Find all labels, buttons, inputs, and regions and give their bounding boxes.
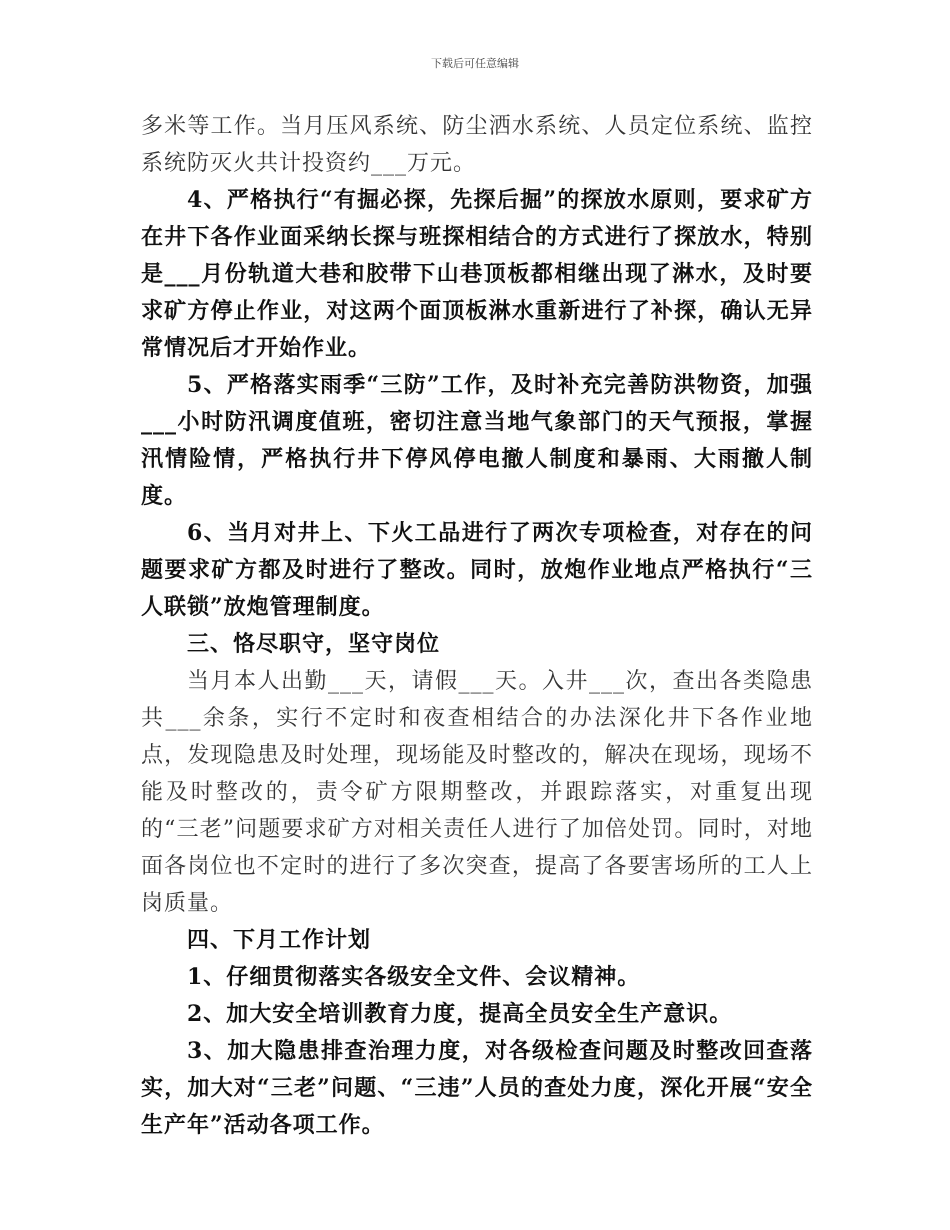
paragraph-attendance: 当月本人出勤___天，请假___天。入井___次，查出各类隐患共___余条，实行不定时和夜查相结合的办法深化井下各作业地点，发现隐患及时处理，现场能及时整改的，解决在现场，现场不能及时整改的，责令矿方限期整改，并跟踪落实，对重复出现的“三老”问题要求矿方对相关责任人进行了加倍处罚。同时，对地面各岗位也不定时的进行了多次突查，提高了各要害场所的工人上岗质量。	[141, 669, 813, 916]
paragraph-item-6: 6、当月对井上、下火工品进行了两次专项检查，对存在的问题要求矿方都及时进行了整改。同时，放炮作业地点严格执行“三人联锁”放炮管理制度。	[141, 520, 813, 620]
page-header: 下载后可任意编辑	[431, 57, 519, 70]
paragraph-continuation: 多米等工作。当月压风系统、防尘洒水系统、人员定位系统、监控系统防灭火共计投资约___万元。	[141, 114, 813, 176]
plan-item-3: 3、加大隐患排查治理力度，对各级检查问题及时整改回查落实，加大对“三老”问题、“三违”人员的查处力度，深化开展“安全生产年”活动各项工作。	[141, 1038, 813, 1138]
section-heading-4: 四、下月工作计划	[187, 927, 372, 953]
plan-item-2: 2、加大安全培训教育力度，提高全员安全生产意识。	[187, 1001, 733, 1027]
plan-item-1: 1、仔细贯彻落实各级安全文件、会议精神。	[187, 964, 641, 990]
paragraph-item-4: 4、严格执行“有掘必探，先探后掘”的探放水原则，要求矿方在井下各作业面采纳长探与班探相结合的方式进行了探放水，特别是___月份轨道大巷和胶带下山巷顶板都相继出现了淋水，及时要求矿方停止作业，对这两个面顶板淋水重新进行了补探，确认无异常情况后才开始作业。	[141, 187, 813, 361]
section-heading-3: 三、恪尽职守，坚守岗位	[187, 631, 441, 657]
document-body	[141, 108, 813, 1144]
paragraph-item-5: 5、严格落实雨季“三防”工作，及时补充完善防洪物资，加强___小时防汛调度值班，密切注意当地气象部门的天气预报，掌握汛情险情，严格执行井下停风停电撤人制度和暴雨、大雨撤人制度。	[141, 372, 813, 509]
